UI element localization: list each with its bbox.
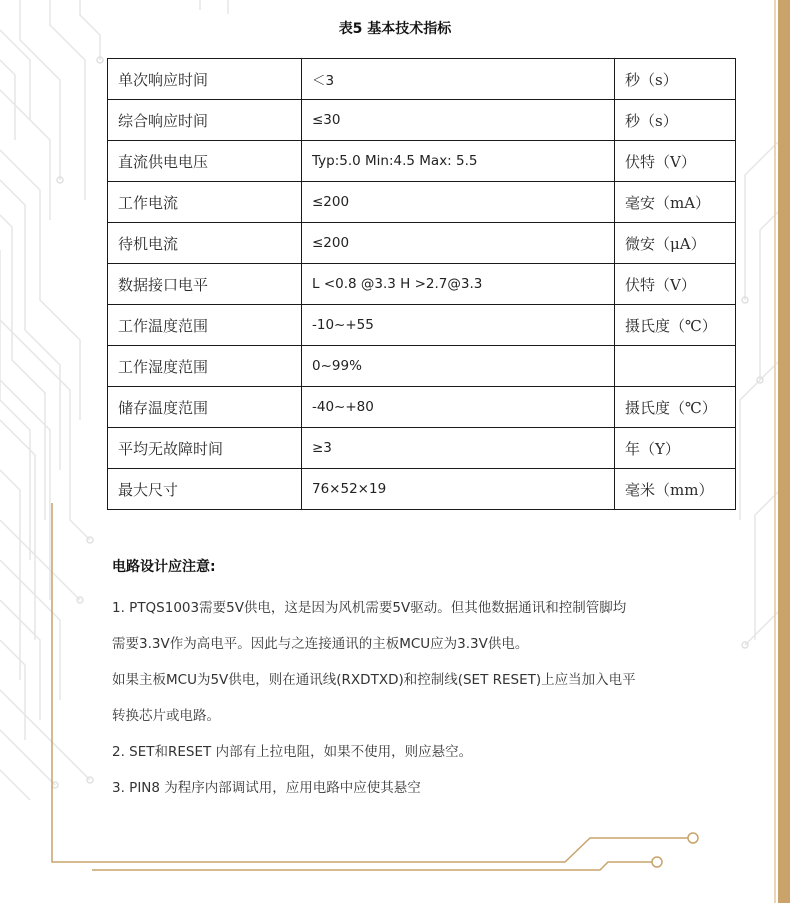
param-cell: 工作温度范围 <box>108 305 302 346</box>
param-cell: 直流供电电压 <box>108 141 302 182</box>
table-title: 表5 基本技术指标 <box>338 21 452 37</box>
unit-cell: 伏特（V） <box>615 141 736 182</box>
right-border-inner <box>774 0 776 903</box>
unit-cell: 微安（μA） <box>615 223 736 264</box>
unit-cell: 秒（s） <box>615 59 736 100</box>
table-row <box>108 387 736 428</box>
param-cell: 平均无故障时间 <box>108 428 302 469</box>
spec-table-body <box>108 59 736 510</box>
value-cell: ≤200 <box>302 182 615 223</box>
value-cell: -40~+80 <box>302 387 615 428</box>
table-row <box>108 428 736 469</box>
unit-cell: 摄氏度（℃） <box>615 305 736 346</box>
unit-cell <box>615 346 736 387</box>
notes-heading: 电路设计应注意: <box>112 559 216 575</box>
table-row <box>108 346 736 387</box>
note-line: 转换芯片或电路。 <box>112 708 220 724</box>
table-row <box>108 100 736 141</box>
param-cell: 储存温度范围 <box>108 387 302 428</box>
design-notes <box>112 556 752 806</box>
note-line: 1. PTQS1003需要5V供电，这是因为风机需要5V驱动。但其他数据通讯和控制管脚均 <box>112 600 627 616</box>
value-cell: 76×52×19 <box>302 469 615 510</box>
unit-cell: 秒（s） <box>615 100 736 141</box>
value-cell: ≤200 <box>302 223 615 264</box>
unit-cell: 年（Y） <box>615 428 736 469</box>
unit-cell: 伏特（V） <box>615 264 736 305</box>
value-cell: -10~+55 <box>302 305 615 346</box>
param-cell: 数据接口电平 <box>108 264 302 305</box>
table-row <box>108 182 736 223</box>
note-line: 3. PIN8 为程序内部调试用，应用电路中应使其悬空 <box>112 780 421 796</box>
table-row <box>108 59 736 100</box>
param-cell: 最大尺寸 <box>108 469 302 510</box>
value-cell: Typ:5.0 Min:4.5 Max: 5.5 <box>302 141 615 182</box>
notes-lines <box>112 590 752 806</box>
table-row <box>108 141 736 182</box>
spec-table <box>107 58 736 510</box>
value-cell: ＜3 <box>302 59 615 100</box>
value-cell: 0~99% <box>302 346 615 387</box>
table-row <box>108 264 736 305</box>
note-line: 如果主板MCU为5V供电，则在通讯线(RXDTXD)和控制线(SET RESET)上应当加入电平 <box>112 672 636 688</box>
param-cell: 单次响应时间 <box>108 59 302 100</box>
table-row <box>108 223 736 264</box>
unit-cell: 毫米（mm） <box>615 469 736 510</box>
value-cell: ≤30 <box>302 100 615 141</box>
value-cell: L <0.8 @3.3 H >2.7@3.3 <box>302 264 615 305</box>
param-cell: 综合响应时间 <box>108 100 302 141</box>
param-cell: 工作湿度范围 <box>108 346 302 387</box>
param-cell: 待机电流 <box>108 223 302 264</box>
unit-cell: 毫安（mA） <box>615 182 736 223</box>
note-line: 需要3.3V作为高电平。因此与之连接通讯的主板MCU应为3.3V供电。 <box>112 636 529 652</box>
table-row <box>108 305 736 346</box>
unit-cell: 摄氏度（℃） <box>615 387 736 428</box>
right-border-bar <box>778 0 790 903</box>
note-line: 2. SET和RESET 内部有上拉电阻，如果不使用，则应悬空。 <box>112 744 473 760</box>
value-cell: ≥3 <box>302 428 615 469</box>
table-row <box>108 469 736 510</box>
param-cell: 工作电流 <box>108 182 302 223</box>
